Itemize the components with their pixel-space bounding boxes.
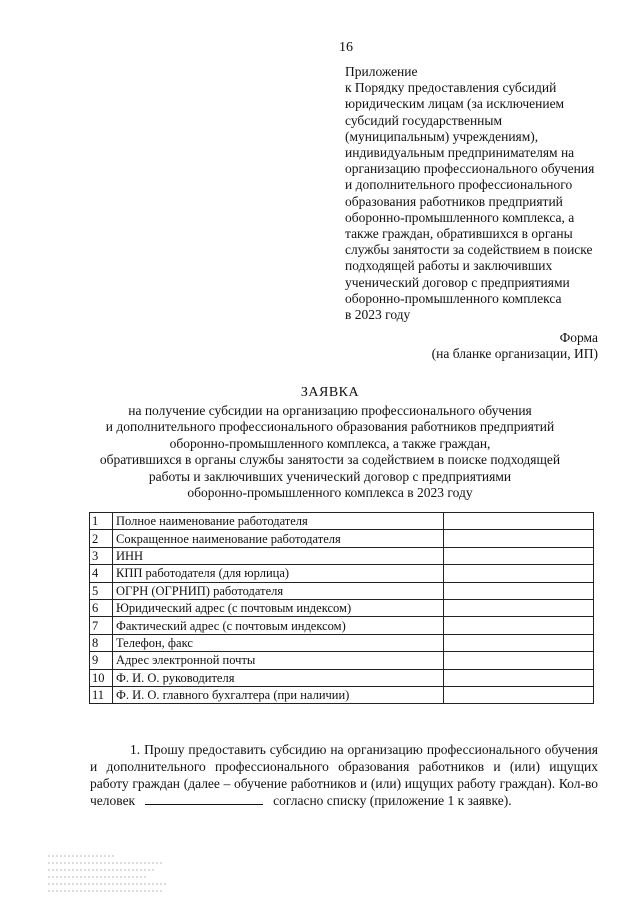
page-number: 16 — [339, 40, 353, 55]
row-value-cell[interactable] — [444, 652, 594, 669]
appendix-line: к Порядку предоставления субсидий — [345, 80, 557, 96]
row-value-cell[interactable] — [444, 599, 594, 616]
table-row — [90, 617, 594, 634]
application-table — [89, 512, 594, 704]
row-label: Полное наименование работодателя — [113, 513, 444, 530]
faded-stamp-image — [46, 852, 176, 896]
appendix-line: в 2023 году — [345, 307, 411, 323]
table-row — [90, 582, 594, 599]
row-value-cell[interactable] — [444, 582, 594, 599]
row-number: 3 — [90, 547, 113, 564]
row-number: 7 — [90, 617, 113, 634]
row-value-cell[interactable] — [444, 617, 594, 634]
table-row — [90, 513, 594, 530]
appendix-header — [345, 64, 615, 323]
row-value-cell[interactable] — [444, 686, 594, 703]
document-title: ЗАЯВКА — [300, 385, 360, 400]
row-value-cell[interactable] — [444, 547, 594, 564]
appendix-line: организацию профессионального обучения — [345, 161, 595, 177]
table-row — [90, 565, 594, 582]
table-row — [90, 634, 594, 651]
row-label: Фактический адрес (с почтовым индексом) — [113, 617, 444, 634]
appendix-line: и дополнительного профессионального — [345, 177, 573, 193]
appendix-line: службы занятости за содействием в поиске — [345, 242, 593, 258]
row-number: 5 — [90, 582, 113, 599]
table-row — [90, 669, 594, 686]
row-label: Адрес электронной почты — [113, 652, 444, 669]
table-row — [90, 599, 594, 616]
appendix-line: индивидуальным предпринимателям на — [345, 145, 575, 161]
row-value-cell[interactable] — [444, 669, 594, 686]
appendix-line: субсидий государственным — [345, 112, 503, 128]
row-number: 1 — [90, 513, 113, 530]
row-label: КПП работодателя (для юрлица) — [113, 565, 444, 582]
appendix-line: юридическим лицам (за исключением — [345, 96, 565, 112]
row-label: ИНН — [113, 547, 444, 564]
form-label: Форма — [559, 330, 598, 345]
row-number: 9 — [90, 652, 113, 669]
row-number: 2 — [90, 530, 113, 547]
row-label: Юридический адрес (с почтовым индексом) — [113, 599, 444, 616]
appendix-line: образования работников предприятий — [345, 193, 563, 209]
title-line: работы и заключивших ученический договор с предприятиями — [148, 468, 512, 484]
row-label: Телефон, факс — [113, 634, 444, 651]
appendix-line: Приложение — [345, 64, 418, 79]
form-label-block — [432, 330, 598, 362]
row-number: 6 — [90, 599, 113, 616]
table-row — [90, 530, 594, 547]
table-row — [90, 547, 594, 564]
row-label: Сокращенное наименование работодателя — [113, 530, 444, 547]
title-line: обратившихся в органы службы занятости за содействием в поиске подходящей — [99, 452, 561, 467]
appendix-line: оборонно-промышленного комплекса, а — [345, 209, 575, 225]
appendix-line: ученический договор с предприятиями — [345, 274, 570, 290]
appendix-line: подходящей работы и заключивших — [345, 258, 553, 274]
document-title-block — [60, 385, 600, 502]
row-number: 8 — [90, 634, 113, 651]
row-value-cell[interactable] — [444, 565, 594, 582]
row-number: 10 — [90, 669, 113, 686]
title-line: и дополнительного профессионального образования работников предприятий — [105, 419, 555, 434]
appendix-line: также граждан, обратившихся в органы — [345, 226, 573, 242]
form-note: (на бланке организации, ИП) — [431, 346, 598, 361]
table-row — [90, 652, 594, 669]
table-row — [90, 686, 594, 703]
paragraph-text-after: согласно списку (приложение 1 к заявке). — [273, 793, 512, 808]
row-label: Ф. И. О. главного бухгалтера (при наличии) — [113, 686, 444, 703]
appendix-line: оборонно-промышленного комплекса — [345, 290, 562, 306]
people-count-blank[interactable] — [145, 792, 263, 805]
paragraph-text-before: 1. Прошу предоставить субсидию на организацию профессионального обучения и дополнительного профессионального образования работников и (или) ищущих работу граждан (далее – обучение работников и (или) ищущих работу граждан). Кол-во человек — [90, 742, 598, 808]
title-line: на получение субсидии на организацию профессионального обучения — [128, 402, 532, 418]
row-value-cell[interactable] — [444, 634, 594, 651]
row-number: 4 — [90, 565, 113, 582]
title-line: оборонно-промышленного комплекса, а также граждан, — [169, 435, 491, 451]
row-label: ОГРН (ОГРНИП) работодателя — [113, 582, 444, 599]
row-value-cell[interactable] — [444, 513, 594, 530]
row-value-cell[interactable] — [444, 530, 594, 547]
row-label: Ф. И. О. руководителя — [113, 669, 444, 686]
appendix-line: (муниципальным) учреждениям), — [345, 128, 539, 144]
row-number: 11 — [90, 686, 113, 703]
title-line: оборонно-промышленного комплекса в 2023 году — [187, 485, 473, 500]
request-paragraph — [90, 741, 598, 809]
